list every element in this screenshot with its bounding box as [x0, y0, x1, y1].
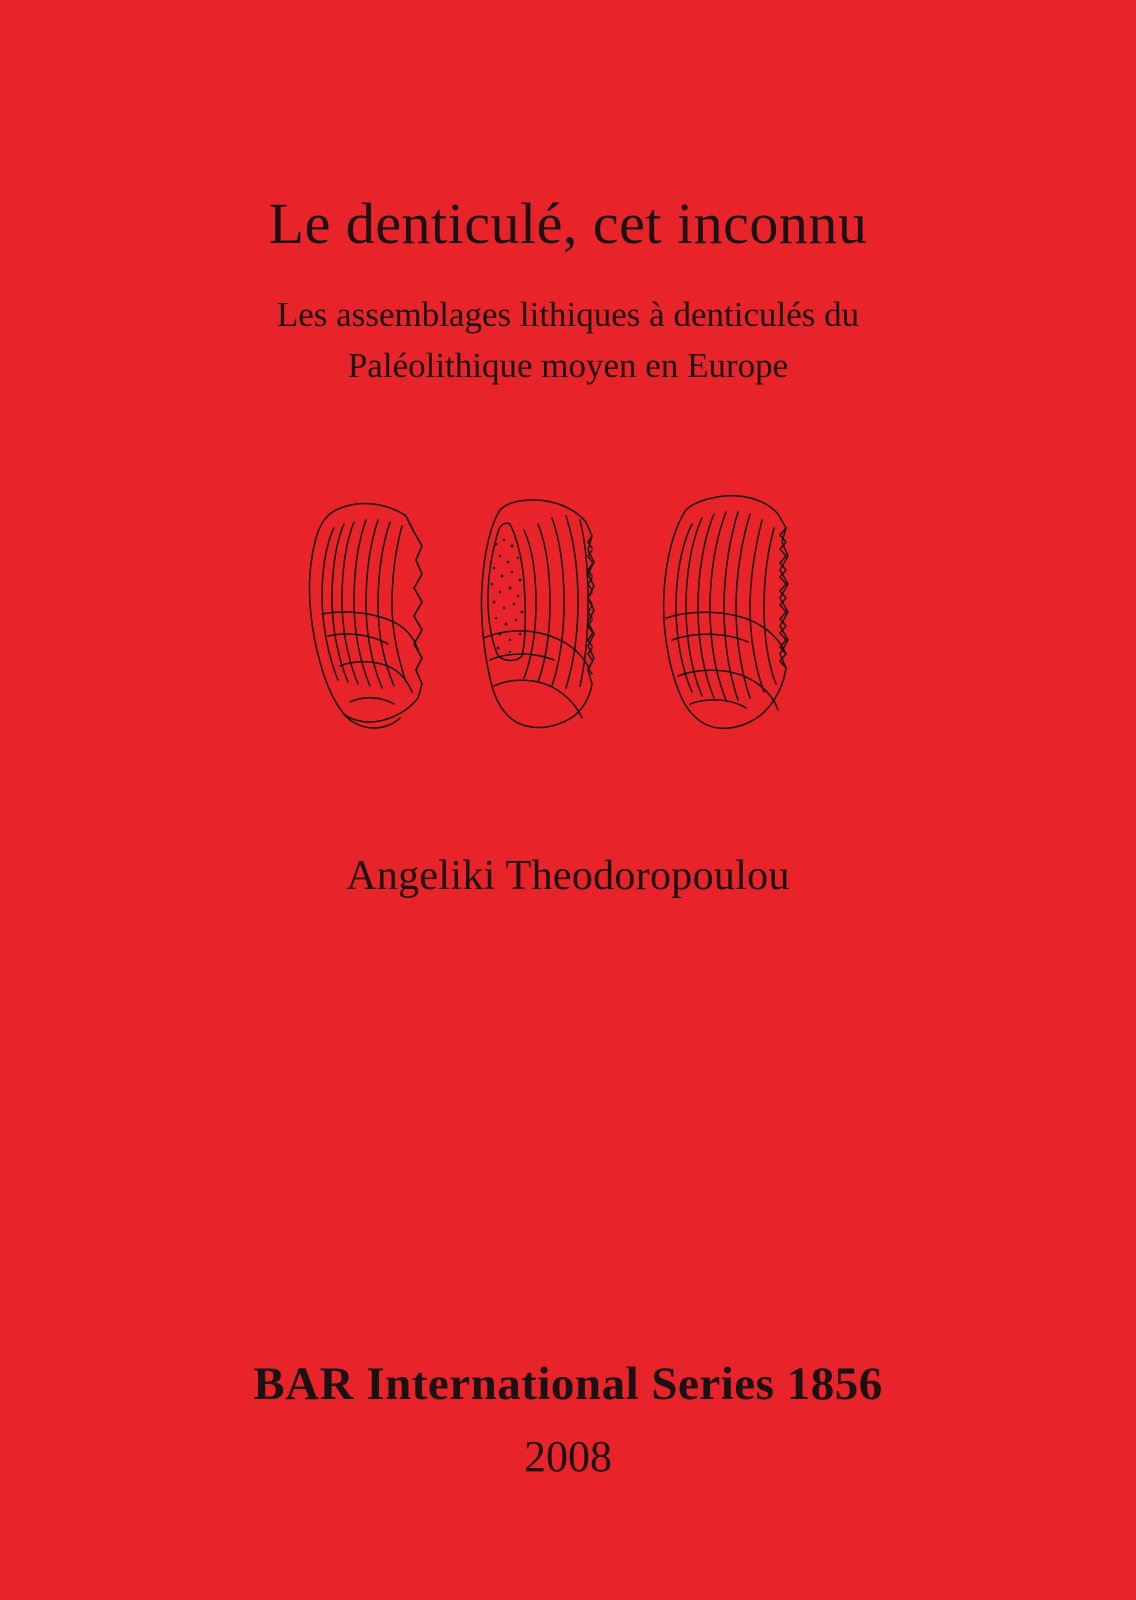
author-name: Angeliki Theodoropoulou	[346, 853, 790, 899]
cover-footer	[0, 1357, 1136, 1482]
lithic-tools-icon	[288, 470, 848, 740]
cover-illustration	[0, 470, 1136, 740]
subtitle	[0, 290, 1136, 392]
title-block	[0, 192, 1136, 391]
year-label: 2008	[524, 1432, 612, 1481]
subtitle-line-2: Paléolithique moyen en Europe	[347, 345, 789, 385]
subtitle-line-1: Les assemblages lithiques à denticulés du	[276, 294, 860, 334]
page-title: Le denticulé, cet inconnu	[268, 191, 868, 256]
series-label: BAR International Series 1856	[253, 1358, 883, 1410]
